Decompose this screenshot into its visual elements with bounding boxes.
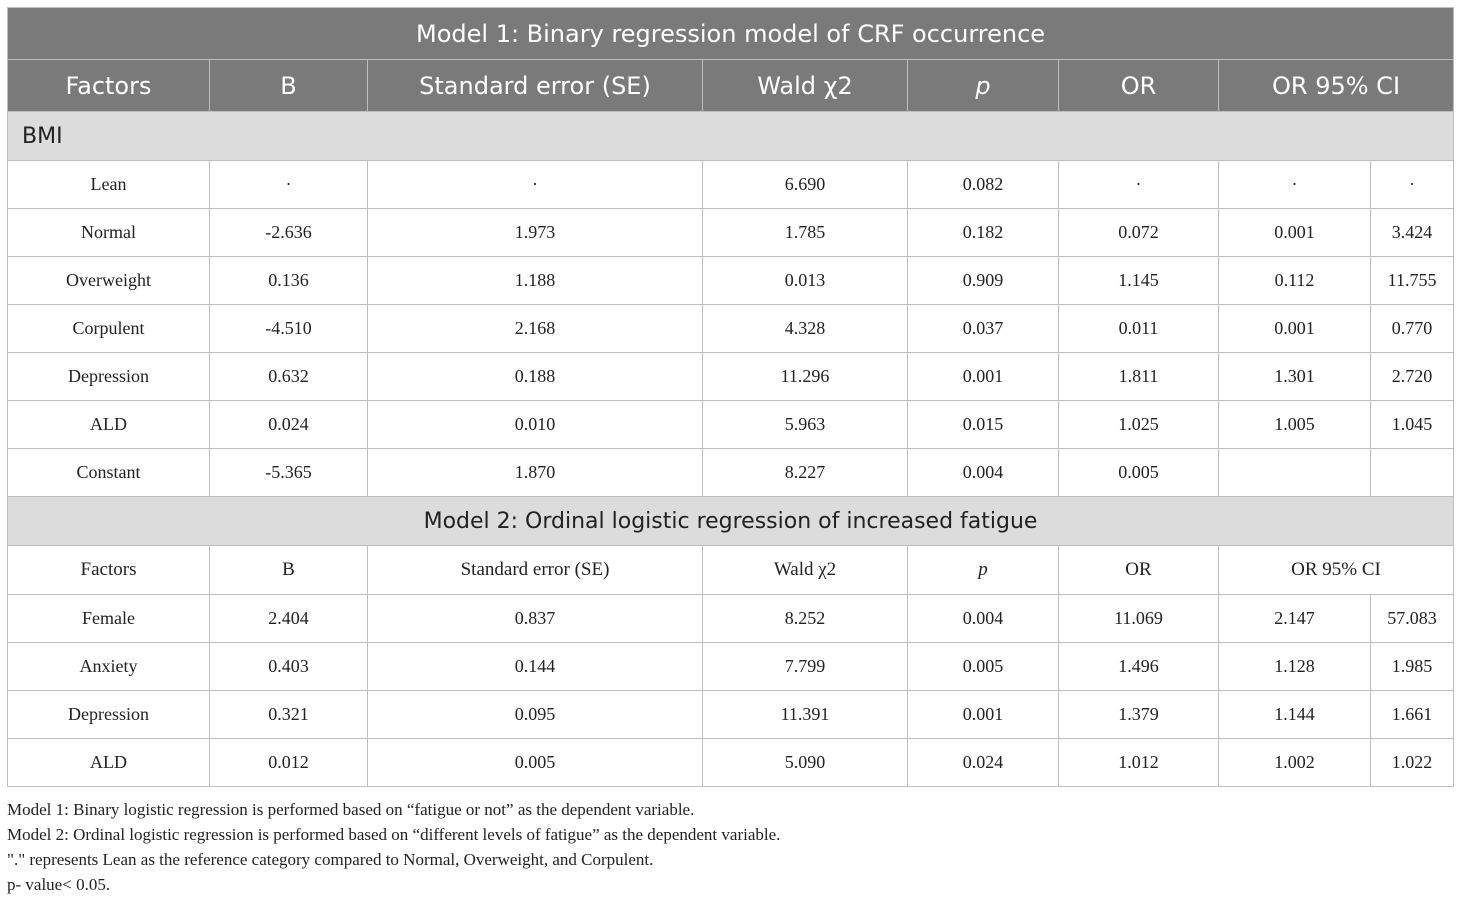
se-cell: 1.973 — [368, 209, 703, 257]
or-cell: 0.011 — [1059, 305, 1219, 353]
or-cell: 1.012 — [1059, 739, 1219, 787]
bmi-section-label: BMI — [8, 112, 1454, 161]
p-cell: 0.001 — [908, 353, 1059, 401]
table-row — [8, 353, 1454, 401]
ci-low-cell: 0.001 — [1219, 209, 1371, 257]
ci-low-cell: 2.147 — [1219, 595, 1371, 643]
factor-cell: Anxiety — [8, 643, 210, 691]
header-or-ci: OR 95% CI — [1219, 60, 1454, 112]
wald-cell: 0.013 — [703, 257, 908, 305]
factor-cell: Female — [8, 595, 210, 643]
se-cell: 0.005 — [368, 739, 703, 787]
or-cell: · — [1059, 161, 1219, 209]
ci-high-cell: 11.755 — [1371, 257, 1454, 305]
header-se: Standard error (SE) — [368, 546, 703, 595]
model1-title: Model 1: Binary regression model of CRF occurrence — [8, 8, 1454, 60]
regression-table — [7, 7, 1454, 787]
ci-low-cell: 1.301 — [1219, 353, 1371, 401]
wald-cell: 7.799 — [703, 643, 908, 691]
model1-header-row — [8, 60, 1454, 112]
wald-cell: 4.328 — [703, 305, 908, 353]
header-or-ci: OR 95% CI — [1219, 546, 1454, 595]
or-cell: 0.072 — [1059, 209, 1219, 257]
wald-cell: 8.252 — [703, 595, 908, 643]
table-row — [8, 449, 1454, 497]
p-cell: 0.004 — [908, 449, 1059, 497]
se-cell: 0.144 — [368, 643, 703, 691]
factor-cell: Depression — [8, 691, 210, 739]
header-or: OR — [1059, 546, 1219, 595]
ci-low-cell: 0.112 — [1219, 257, 1371, 305]
factor-cell: Normal — [8, 209, 210, 257]
note-pvalue: p- value< 0.05. — [7, 875, 111, 894]
table-row — [8, 739, 1454, 787]
b-cell: 0.136 — [210, 257, 368, 305]
ci-high-cell: 1.661 — [1371, 691, 1454, 739]
table-row — [8, 691, 1454, 739]
or-cell: 1.811 — [1059, 353, 1219, 401]
se-cell: 0.188 — [368, 353, 703, 401]
se-cell: 1.188 — [368, 257, 703, 305]
factor-cell: Constant — [8, 449, 210, 497]
ci-high-cell: 1.985 — [1371, 643, 1454, 691]
header-p: p — [908, 60, 1059, 112]
or-cell: 0.005 — [1059, 449, 1219, 497]
or-cell: 11.069 — [1059, 595, 1219, 643]
p-cell: 0.037 — [908, 305, 1059, 353]
ci-high-cell: · — [1371, 161, 1454, 209]
table-row — [8, 305, 1454, 353]
header-se: Standard error (SE) — [368, 60, 703, 112]
header-wald: Wald χ2 — [703, 546, 908, 595]
model1-title-row — [8, 8, 1454, 60]
se-cell: 2.168 — [368, 305, 703, 353]
header-or: OR — [1059, 60, 1219, 112]
p-cell: 0.024 — [908, 739, 1059, 787]
note-model1: Model 1: Binary logistic regression is performed based on “fatigue or not” as the dependent variable. — [7, 800, 695, 819]
wald-cell: 8.227 — [703, 449, 908, 497]
p-cell: 0.005 — [908, 643, 1059, 691]
factor-cell: Overweight — [8, 257, 210, 305]
b-cell: · — [210, 161, 368, 209]
ci-high-cell: 3.424 — [1371, 209, 1454, 257]
b-cell: 0.012 — [210, 739, 368, 787]
b-cell: -4.510 — [210, 305, 368, 353]
regression-table-container — [7, 7, 1453, 787]
header-factors: Factors — [8, 546, 210, 595]
b-cell: 0.403 — [210, 643, 368, 691]
table-row — [8, 161, 1454, 209]
model2-title-row — [8, 497, 1454, 546]
se-cell: 0.010 — [368, 401, 703, 449]
model2-title: Model 2: Ordinal logistic regression of increased fatigue — [8, 497, 1454, 546]
wald-cell: 11.296 — [703, 353, 908, 401]
p-cell: 0.909 — [908, 257, 1059, 305]
b-cell: 0.321 — [210, 691, 368, 739]
ci-high-cell — [1371, 449, 1454, 497]
or-cell: 1.145 — [1059, 257, 1219, 305]
se-cell: · — [368, 161, 703, 209]
or-cell: 1.379 — [1059, 691, 1219, 739]
wald-cell: 6.690 — [703, 161, 908, 209]
ci-low-cell — [1219, 449, 1371, 497]
ci-high-cell: 2.720 — [1371, 353, 1454, 401]
note-model2: Model 2: Ordinal logistic regression is performed based on “different levels of fatigue” as the dependent variable. — [7, 825, 781, 844]
ci-high-cell: 1.022 — [1371, 739, 1454, 787]
ci-low-cell: · — [1219, 161, 1371, 209]
b-cell: 2.404 — [210, 595, 368, 643]
or-cell: 1.025 — [1059, 401, 1219, 449]
ci-high-cell: 1.045 — [1371, 401, 1454, 449]
factor-cell: Lean — [8, 161, 210, 209]
header-b: B — [210, 546, 368, 595]
wald-cell: 11.391 — [703, 691, 908, 739]
se-cell: 0.095 — [368, 691, 703, 739]
factor-cell: ALD — [8, 739, 210, 787]
header-factors: Factors — [8, 60, 210, 112]
ci-high-cell: 0.770 — [1371, 305, 1454, 353]
note-reference: "." represents Lean as the reference category compared to Normal, Overweight, and Corpulent. — [7, 850, 654, 869]
model2-header-row — [8, 546, 1454, 595]
p-cell: 0.001 — [908, 691, 1059, 739]
table-row — [8, 209, 1454, 257]
b-cell: -5.365 — [210, 449, 368, 497]
ci-low-cell: 1.005 — [1219, 401, 1371, 449]
table-row — [8, 643, 1454, 691]
header-p: p — [908, 546, 1059, 595]
ci-low-cell: 1.002 — [1219, 739, 1371, 787]
wald-cell: 5.963 — [703, 401, 908, 449]
p-cell: 0.004 — [908, 595, 1059, 643]
table-row — [8, 401, 1454, 449]
or-cell: 1.496 — [1059, 643, 1219, 691]
header-b: B — [210, 60, 368, 112]
b-cell: 0.632 — [210, 353, 368, 401]
table-row — [8, 257, 1454, 305]
ci-low-cell: 1.144 — [1219, 691, 1371, 739]
factor-cell: ALD — [8, 401, 210, 449]
ci-high-cell: 57.083 — [1371, 595, 1454, 643]
table-notes — [7, 797, 780, 897]
wald-cell: 1.785 — [703, 209, 908, 257]
ci-low-cell: 1.128 — [1219, 643, 1371, 691]
ci-low-cell: 0.001 — [1219, 305, 1371, 353]
se-cell: 0.837 — [368, 595, 703, 643]
b-cell: -2.636 — [210, 209, 368, 257]
header-wald: Wald χ2 — [703, 60, 908, 112]
p-cell: 0.182 — [908, 209, 1059, 257]
factor-cell: Corpulent — [8, 305, 210, 353]
p-cell: 0.082 — [908, 161, 1059, 209]
se-cell: 1.870 — [368, 449, 703, 497]
table-row — [8, 595, 1454, 643]
factor-cell: Depression — [8, 353, 210, 401]
bmi-section-row — [8, 112, 1454, 161]
p-cell: 0.015 — [908, 401, 1059, 449]
b-cell: 0.024 — [210, 401, 368, 449]
wald-cell: 5.090 — [703, 739, 908, 787]
